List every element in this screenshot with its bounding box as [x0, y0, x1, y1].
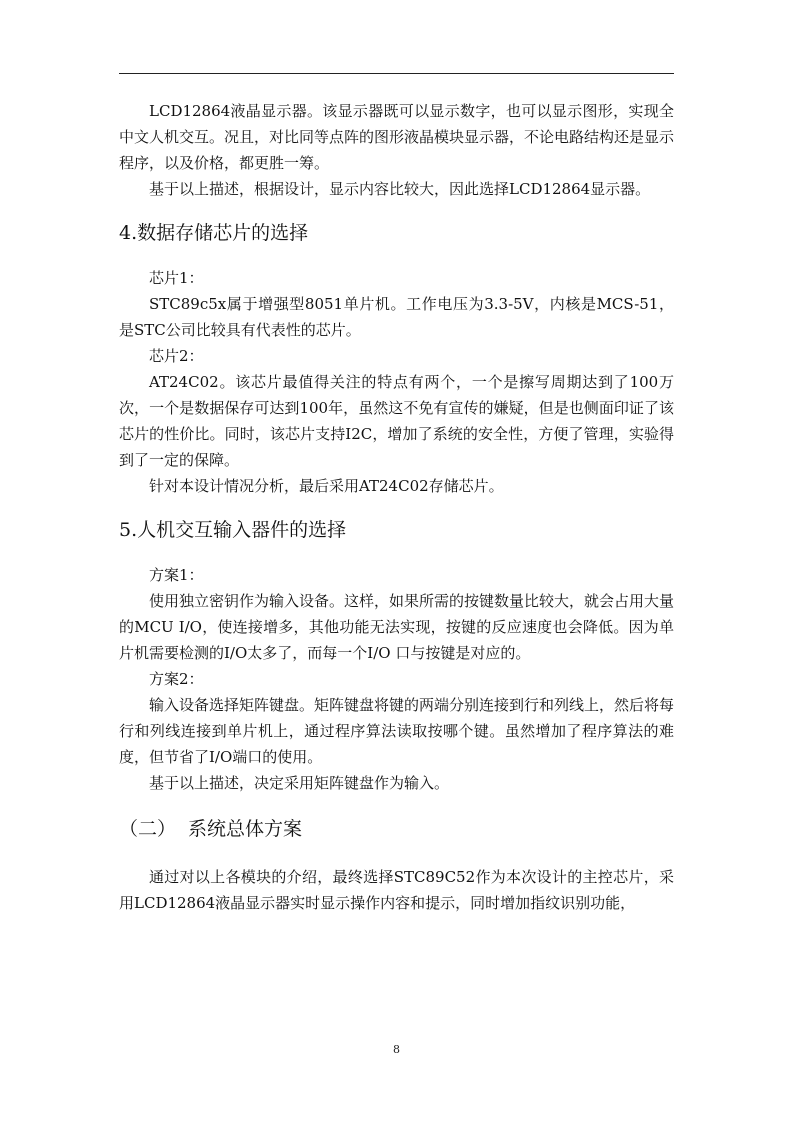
chip-conclusion: 针对本设计情况分析，最后采用AT24C02存储芯片。 [149, 477, 504, 495]
plan1-label: 方案1： [149, 566, 204, 584]
heading-overall-scheme-title: 系统总体方案 [188, 818, 303, 840]
chip2-description: AT24C02。该芯片最值得关注的特点有两个，一个是擦写周期达到了100万次，一个是数据保存可达到100年，虽然这不免有宣传的嫌疑，但是也侧面印证了该芯片的性价比。同时，该芯片支持I2C，增加了系统的安全性，方便了管理，实验得到了一定的保障。 [119, 373, 674, 469]
heading-overall-scheme-number: （二） [119, 818, 177, 840]
chip1-description: STC89c5x属于增强型8051单片机。工作电压为3.3-5V，内核是MCS-51，是STC公司比较具有代表性的芯片。 [119, 295, 674, 339]
overall-intro: 通过对以上各模块的介绍，最终选择STC89C52作为本次设计的主控芯片，采用LCD12864液晶显示器实时显示操作内容和提示，同时增加指纹识别功能， [119, 868, 674, 912]
plan2-label: 方案2： [149, 670, 204, 688]
input-conclusion: 基于以上描述，决定采用矩阵键盘作为输入。 [149, 774, 450, 792]
heading-overall-scheme [119, 816, 674, 842]
plan1-description: 使用独立密钥作为输入设备。这样，如果所需的按键数量比较大，就会占用大量的MCU I/O，使连接增多，其他功能无法实现，按键的反应速度也会降低。因为单片机需要检测的I/O太多了，而每一个I/O 口与按键是对应的。 [119, 592, 675, 662]
page-content [119, 98, 674, 916]
plan2-description: 输入设备选择矩阵键盘。矩阵键盘将键的两端分别连接到行和列线上，然后将每行和列线连接到单片机上，通过程序算法读取按哪个键。虽然增加了程序算法的难度，但节省了I/O端口的使用。 [119, 696, 675, 766]
heading-storage-chip: 4.数据存储芯片的选择 [119, 222, 309, 244]
page-number: 8 [393, 1043, 400, 1056]
chip1-label: 芯片1： [149, 269, 204, 287]
paragraph-lcd-description: LCD12864液晶显示器。该显示器既可以显示数字，也可以显示图形，实现全中文人机交互。况且，对比同等点阵的图形液晶模块显示器，不论电路结构还是显示程序，以及价格，都更胜一筹。 [119, 102, 675, 172]
chip2-label: 芯片2： [149, 347, 204, 365]
header-rule [119, 73, 674, 74]
heading-input-device: 5.人机交互输入器件的选择 [119, 519, 347, 541]
paragraph-lcd-conclusion: 基于以上描述，根据设计，显示内容比较大，因此选择LCD12864显示器。 [149, 180, 651, 198]
